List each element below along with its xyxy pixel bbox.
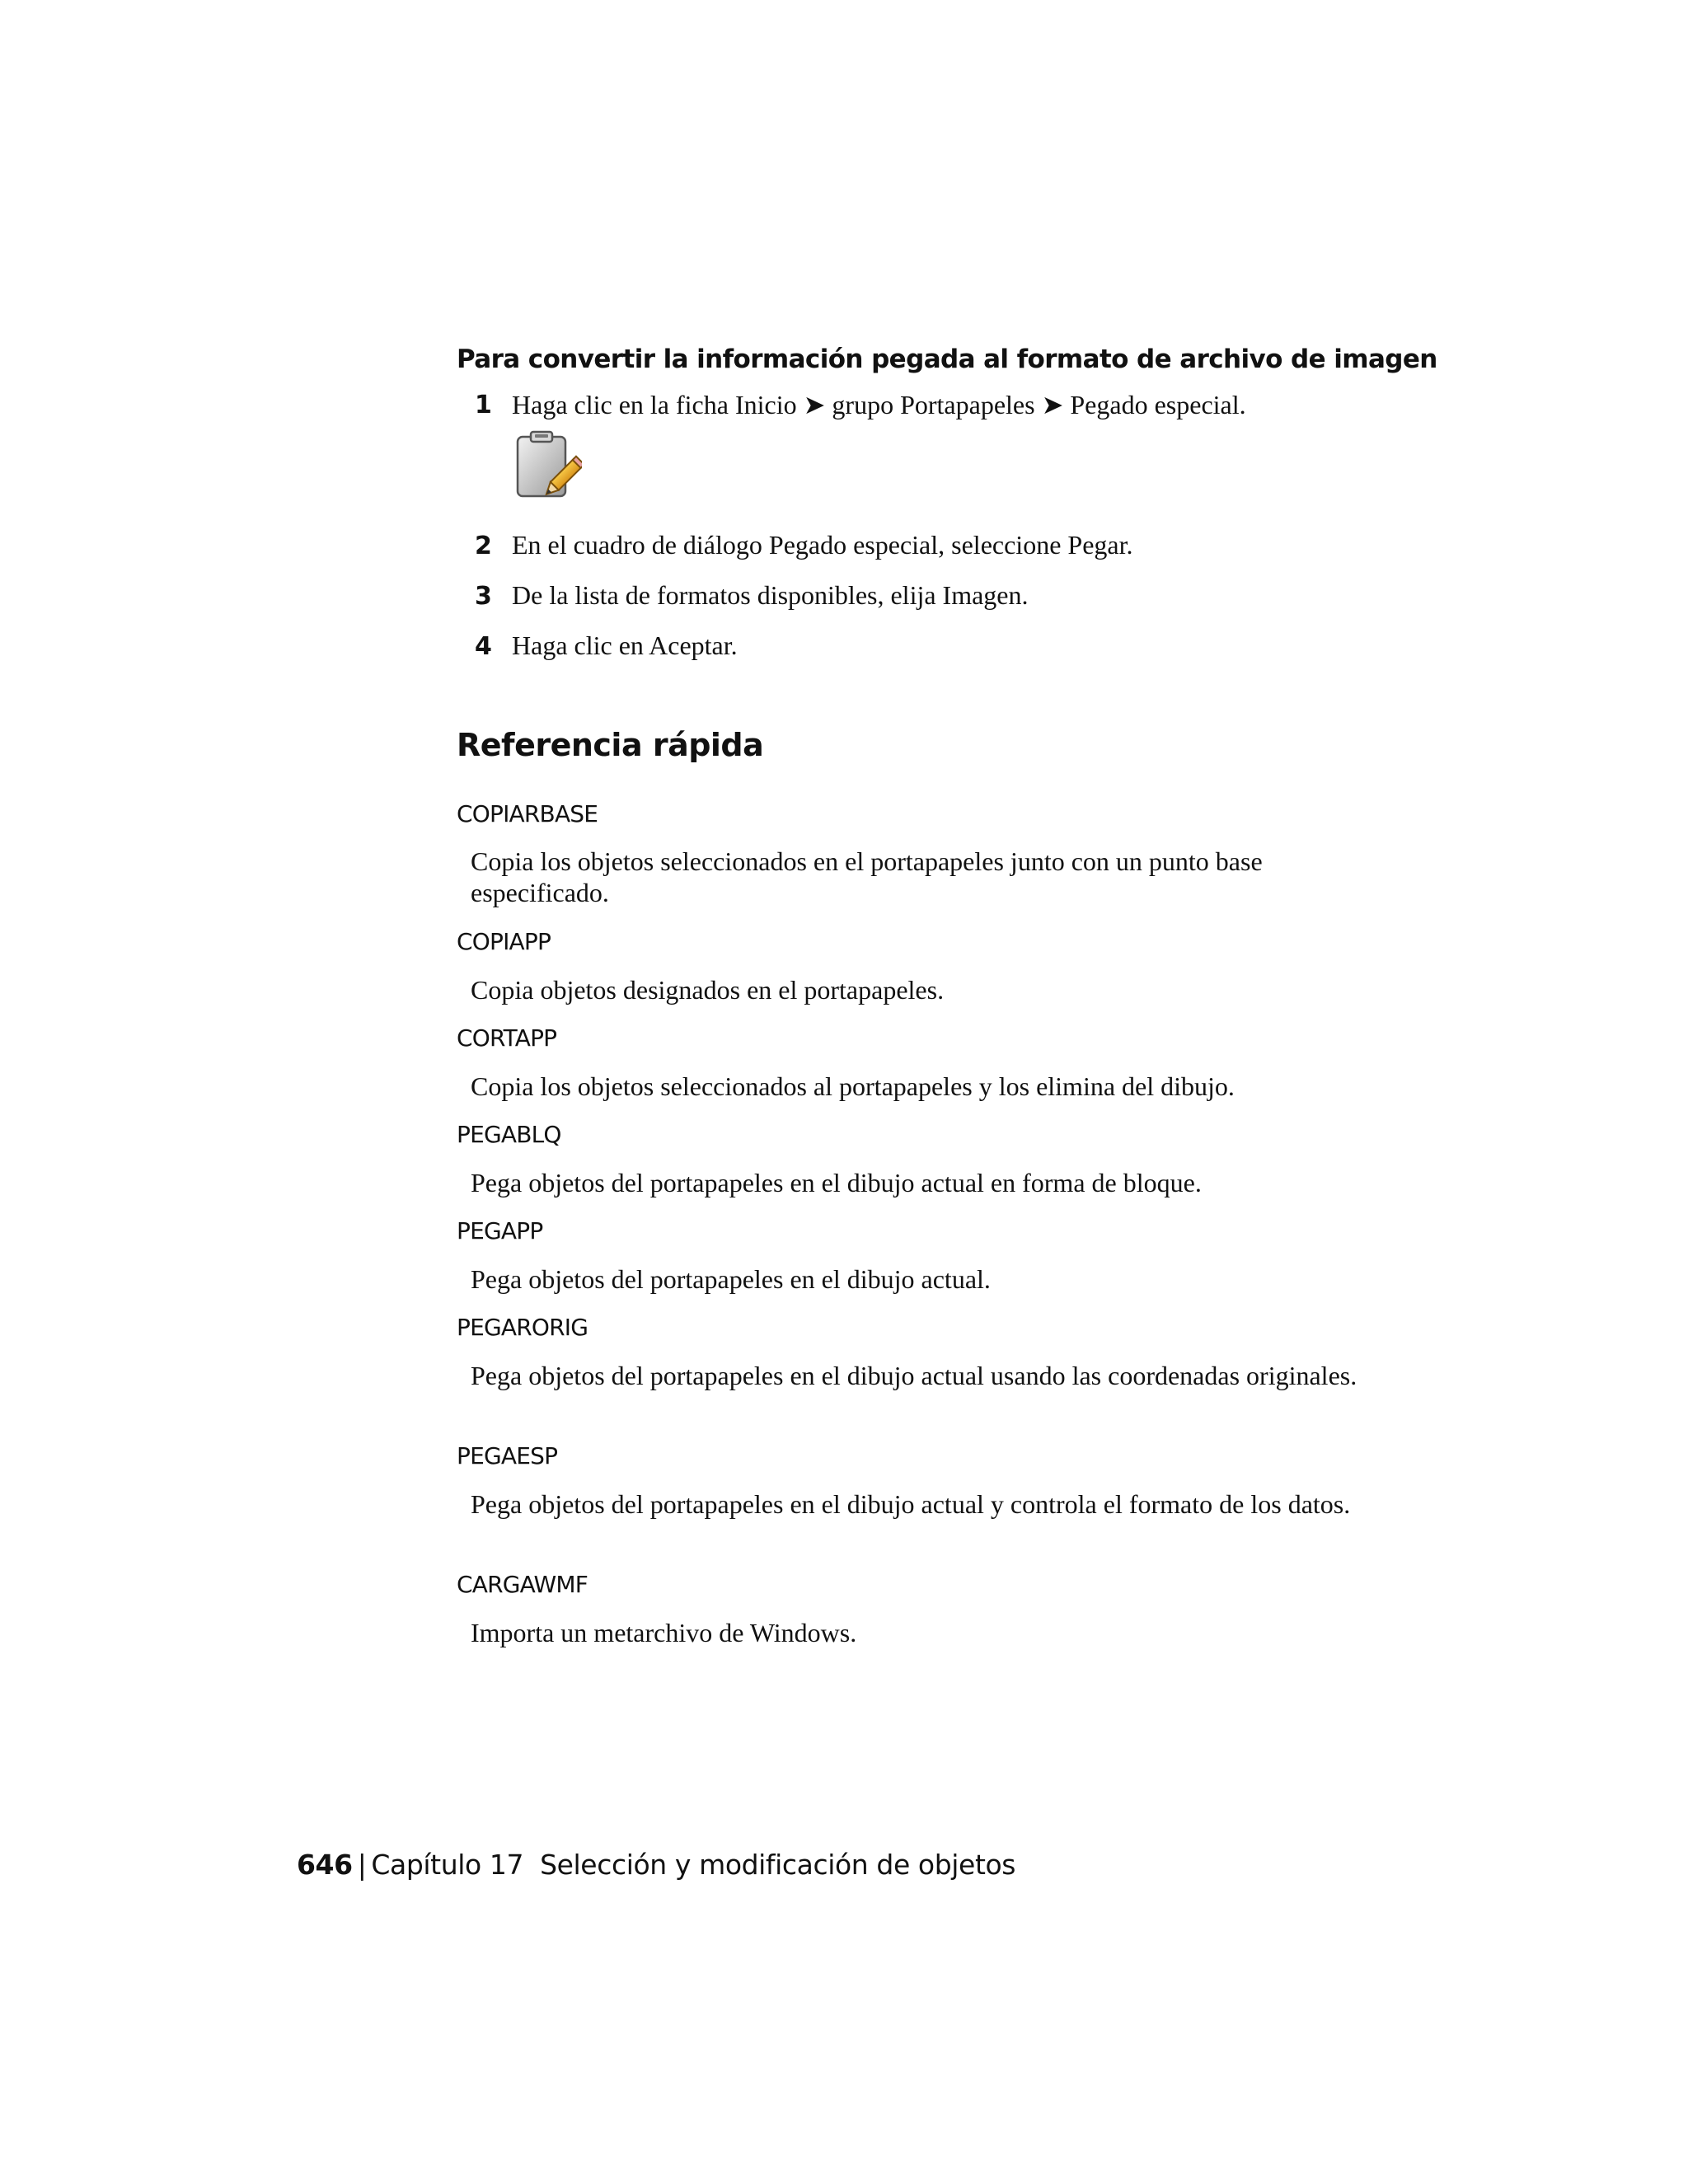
step-text: De la lista de formatos disponibles, elija Imagen. [512, 580, 1029, 610]
chapter-title: Selección y modificación de objetos [540, 1849, 1016, 1881]
step-number: 2 [475, 532, 492, 560]
footer-separator: | [357, 1849, 367, 1881]
chapter-label: Capítulo 17 [371, 1849, 524, 1881]
command-description: Copia los objetos seleccionados en el portapapeles junto con un punto base especificado. [471, 846, 1263, 907]
command-description: Pega objetos del portapapeles en el dibujo actual. [471, 1264, 991, 1294]
command-name: PEGARORIG [457, 1314, 588, 1341]
command-name: COPIAPP [457, 928, 551, 955]
step-number: 3 [475, 582, 492, 611]
step-number: 4 [475, 632, 492, 661]
command-description: Pega objetos del portapapeles en el dibujo actual y controla el formato de los datos. [471, 1489, 1351, 1519]
command-name: COPIARBASE [457, 800, 598, 827]
quick-reference-title: Referencia rápida [457, 727, 764, 763]
step-text: Haga clic en Aceptar. [512, 630, 738, 660]
command-name: CARGAWMF [457, 1571, 588, 1598]
page-footer [297, 1849, 1015, 1881]
command-description: Pega objetos del portapapeles en el dibujo actual usando las coordenadas originales. [471, 1361, 1357, 1390]
page-number: 646 [297, 1849, 353, 1881]
step-number: 1 [475, 391, 492, 419]
command-name: PEGAESP [457, 1442, 558, 1469]
paste-special-clipboard-icon [513, 429, 582, 503]
command-description: Copia objetos designados en el portapapeles. [471, 975, 945, 1005]
procedure-heading: Para convertir la información pegada al formato de archivo de imagen [457, 344, 1437, 374]
command-name: CORTAPP [457, 1024, 557, 1052]
command-description: Pega objetos del portapapeles en el dibujo actual en forma de bloque. [471, 1168, 1202, 1197]
step-text: En el cuadro de diálogo Pegado especial, seleccione Pegar. [512, 530, 1133, 560]
command-name: PEGABLQ [457, 1121, 561, 1148]
command-name: PEGAPP [457, 1217, 543, 1244]
step-text: Haga clic en la ficha Inicio ➤ grupo Portapapeles ➤ Pegado especial. [512, 390, 1246, 419]
command-description: Importa un metarchivo de Windows. [471, 1618, 857, 1647]
command-description: Copia los objetos seleccionados al portapapeles y los elimina del dibujo. [471, 1071, 1235, 1101]
